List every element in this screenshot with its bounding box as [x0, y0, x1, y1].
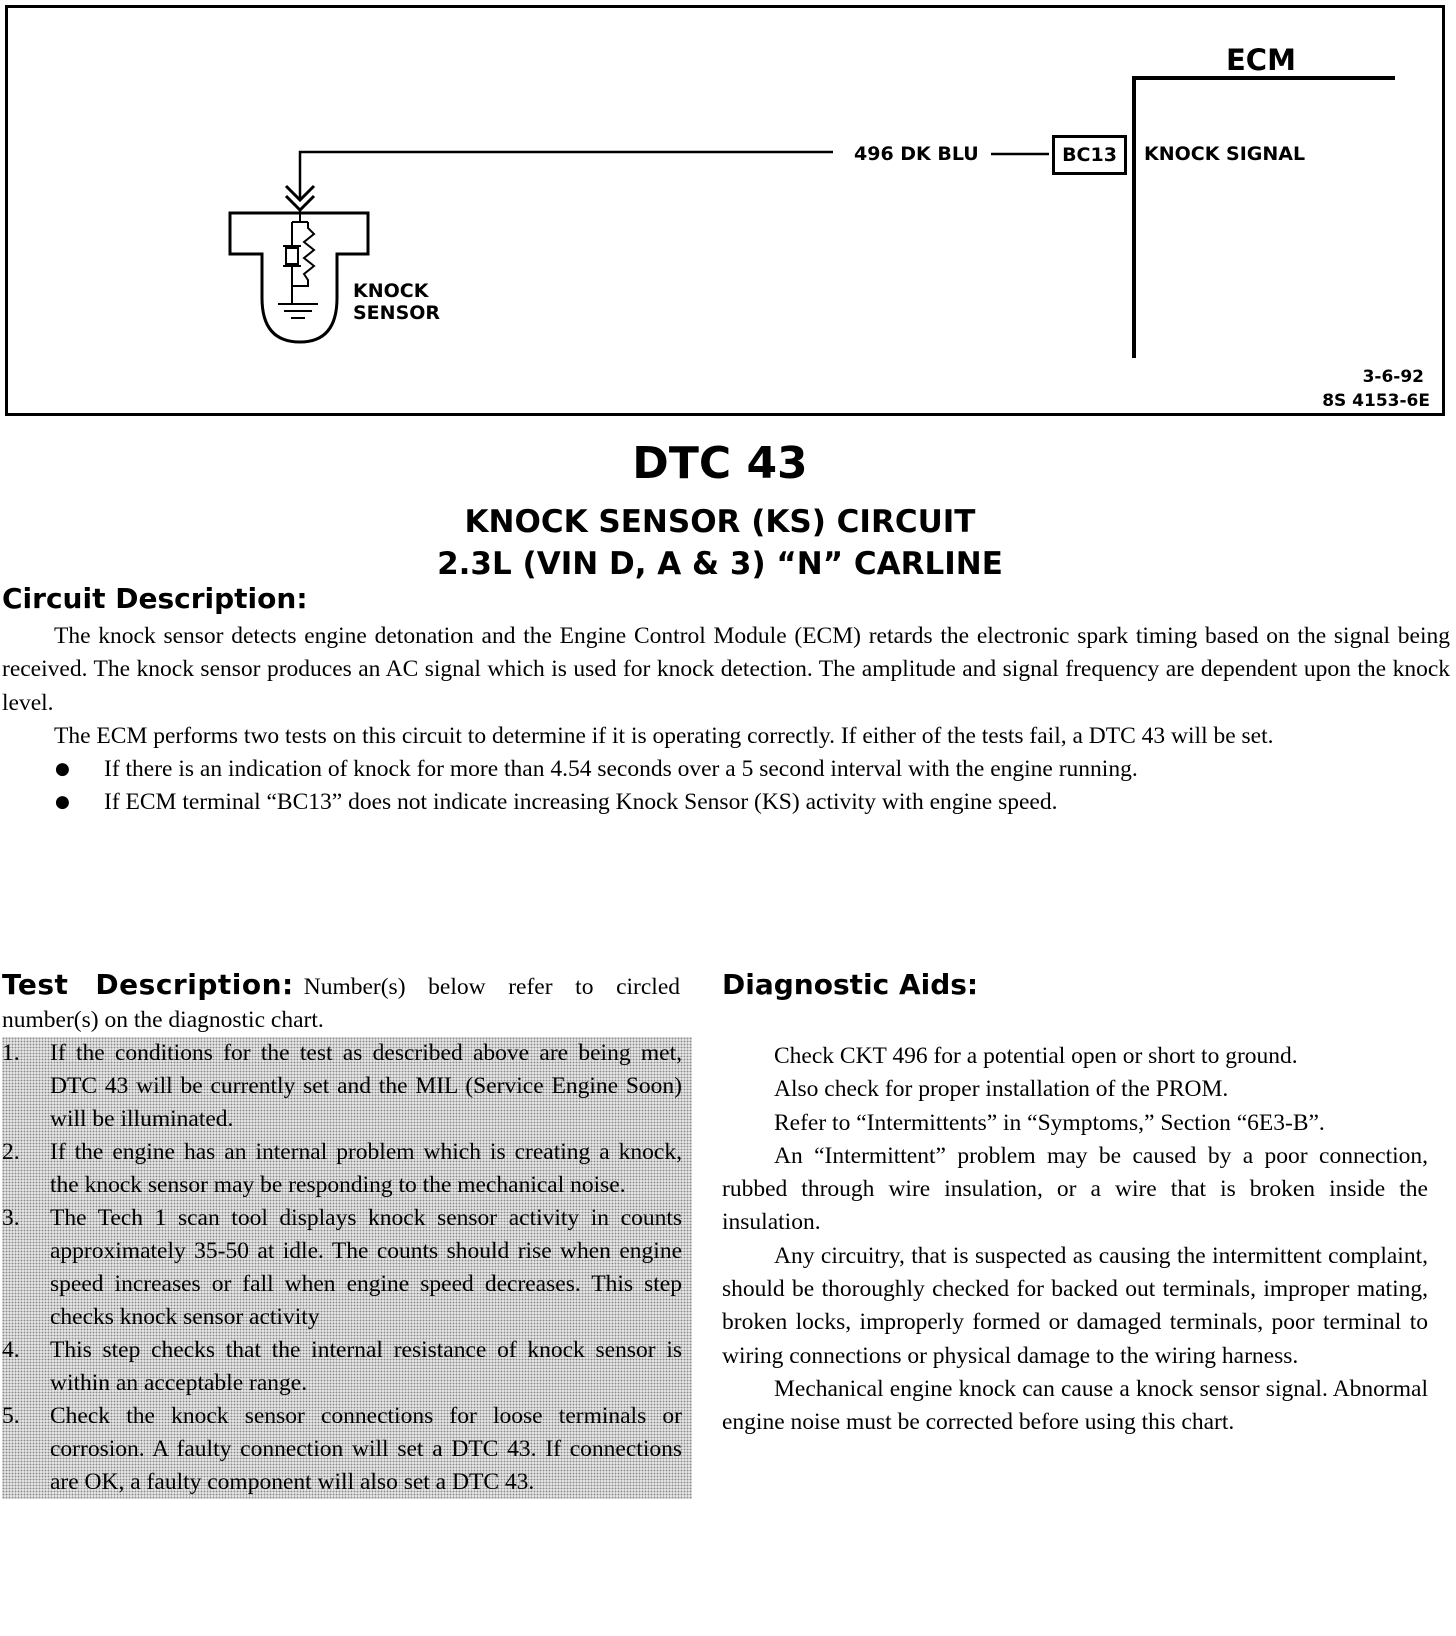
test-description [2, 968, 680, 1523]
wire-label: 496 DK BLU [854, 143, 979, 165]
circuit-bullet-2: ● If ECM terminal “BC13” does not indicate increasing Knock Sensor (KS) activity with engine speed. [2, 786, 1450, 819]
test-intro [2, 968, 680, 1037]
circuit-paragraph-2: The ECM performs two tests on this circuit to determine if it is operating correctly. If either of the tests fail, a DTC 43 will be set. [54, 722, 1274, 749]
knock-sensor-icon [230, 213, 368, 342]
test-step [2, 1136, 692, 1202]
wire-496 [300, 152, 833, 198]
test-step [2, 1334, 692, 1400]
page-title: DTC 43 [632, 438, 808, 489]
step-text: This step checks that the internal resistance of knock sensor is within an acceptable range. [50, 1337, 682, 1396]
step-text: If the conditions for the test as described above are being met, DTC 43 will be currently set and the MIL (Service Engine Soon) will be illuminated. [50, 1040, 682, 1132]
test-step [2, 1037, 692, 1136]
resistor-icon [292, 222, 314, 286]
circuit-paragraph-1: The knock sensor detects engine detonation and the Engine Control Module (ECM) retards the electronic spark timing based on the signal being received. The knock sensor produces an AC signal which is used for knock detection. The amplitude and signal frequency are dependent upon the knock level. [2, 623, 1450, 716]
step-number: 3. [2, 1205, 20, 1231]
circuit-description-body [2, 620, 1450, 820]
connector-bc13: BC13 [1052, 135, 1127, 175]
diagnostic-aids-heading: Diagnostic Aids: [722, 968, 979, 1001]
aids-paragraph-3: Refer to “Intermittents” in “Symptoms,” Section “6E3-B”. [774, 1109, 1325, 1136]
circuit-bullet-1: ● If there is an indication of knock for more than 4.54 seconds over a 5 second interval with the engine running. [2, 753, 1450, 786]
aids-paragraph-6: Mechanical engine knock can cause a knock sensor signal. Abnormal engine noise must be corrected before using this chart. [722, 1375, 1428, 1436]
test-intro-text: Number(s) below refer to circled number(s) on the diagnostic chart. [2, 974, 680, 1033]
subtitle-engine: 2.3L (VIN D, A & 3) “N” CARLINE [437, 546, 1003, 582]
aids-paragraph-2: Also check for proper installation of the PROM. [774, 1076, 1229, 1103]
diagram-date: 3-6-92 [1362, 367, 1424, 387]
aids-paragraph-1: Check CKT 496 for a potential open or short to ground. [774, 1043, 1298, 1069]
test-description-heading: Test Description: [2, 968, 294, 1001]
step-text: Check the knock sensor connections for loose terminals or corrosion. A faulty connection will set a DTC 43. If connections are OK, a faulty component will also set a DTC 43. [50, 1403, 682, 1495]
test-step [2, 1202, 692, 1334]
test-steps [2, 1037, 692, 1499]
subtitle-circuit: KNOCK SENSOR (KS) CIRCUIT [464, 504, 976, 540]
knock-signal-label: KNOCK SIGNAL [1144, 143, 1306, 165]
step-number: 5. [2, 1403, 20, 1429]
diagnostic-aids-body [722, 1040, 1428, 1440]
circuit-description-heading: Circuit Description: [2, 582, 308, 615]
step-number: 4. [2, 1337, 20, 1363]
sensor-label-line2: SENSOR [353, 302, 441, 324]
step-number: 2. [2, 1139, 20, 1165]
ecm-label: ECM [1226, 43, 1296, 77]
sensor-label-line1: KNOCK [353, 280, 429, 302]
aids-paragraph-5: Any circuitry, that is suspected as causing the intermittent complaint, should be thoroughly checked for backed out terminals, improper mating, broken locks, improperly formed or damaged terminals, poor terminal to wiring connections or physical damage to the wiring harness. [722, 1242, 1428, 1369]
step-text: If the engine has an internal problem which is creating a knock, the knock sensor may be responding to the mechanical noise. [50, 1139, 682, 1198]
test-step [2, 1400, 692, 1499]
diagram-code: 8S 4153-6E [1322, 391, 1430, 411]
step-number: 1. [2, 1040, 20, 1066]
aids-paragraph-4: An “Intermittent” problem may be caused by a poor connection, rubbed through wire insulation, or a wire that is broken inside the insulation. [722, 1142, 1428, 1236]
crystal-icon [286, 248, 298, 264]
step-text: The Tech 1 scan tool displays knock sensor activity in counts approximately 35-50 at idle. The counts should rise when engine speed increases or fall when engine speed decreases. This step checks knock sensor activity [50, 1205, 682, 1330]
wiring-diagram [5, 5, 1445, 416]
knock-sensor-label [353, 280, 440, 324]
